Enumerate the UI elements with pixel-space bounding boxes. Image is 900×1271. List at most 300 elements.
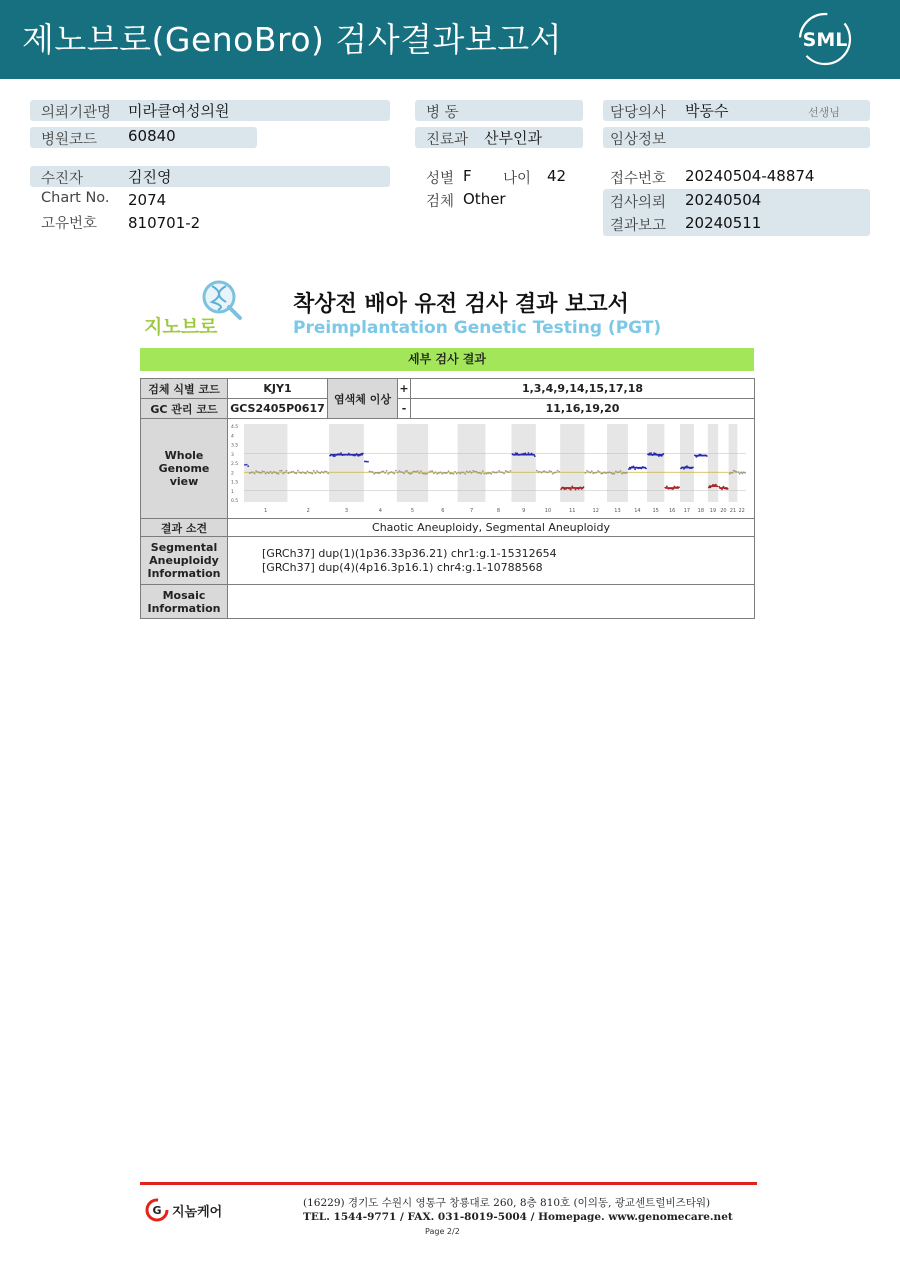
- cnv-point: [321, 471, 323, 473]
- cnv-point: [506, 470, 508, 472]
- patient-label: 수진자: [41, 171, 84, 187]
- cnv-point: [370, 470, 372, 472]
- cnv-point: [252, 471, 254, 473]
- age-label: 나이: [503, 171, 532, 187]
- cnv-point: [440, 471, 442, 473]
- cnv-point: [602, 472, 604, 474]
- receipt-value: 20240504-48874: [685, 167, 815, 185]
- cnv-point: [666, 485, 668, 487]
- document-title: 제노브로(GenoBro) 검사결과보고서: [22, 20, 563, 59]
- cnv-point: [599, 471, 601, 473]
- cnv-point: [276, 472, 278, 474]
- cnv-point: [420, 470, 422, 472]
- x-tick-label: 18: [697, 507, 705, 514]
- cnv-point: [247, 465, 249, 467]
- loss-list: 11,16,19,20: [411, 399, 755, 419]
- cnv-point: [482, 470, 484, 472]
- doctor-label: 담당의사: [610, 105, 667, 121]
- cnv-point: [282, 472, 284, 474]
- cnv-point: [270, 470, 272, 472]
- cnv-point: [604, 471, 606, 473]
- x-tick-label: 8: [496, 507, 501, 514]
- cnv-point: [744, 471, 746, 473]
- cnv-point: [310, 471, 312, 473]
- y-tick-label: 0.5: [231, 498, 239, 504]
- cnv-point: [409, 472, 411, 474]
- cnv-point: [600, 472, 602, 474]
- segmental-line-2: [GRCh37] dup(4)(4p16.3p16.1) chr4:g.1-10788568: [262, 560, 543, 574]
- cnv-point: [592, 472, 594, 474]
- cnv-point: [438, 472, 440, 474]
- cnv-point: [731, 471, 733, 473]
- chart-no-label: Chart No.: [41, 190, 110, 206]
- cnv-point: [471, 471, 473, 473]
- chromosome-band: [647, 424, 664, 502]
- cnv-point: [425, 472, 427, 474]
- cnv-point: [653, 452, 655, 454]
- cnv-point: [541, 471, 543, 473]
- cnv-point: [281, 469, 283, 471]
- cnv-point: [456, 472, 458, 474]
- cnv-point: [403, 472, 405, 474]
- cnv-point: [605, 472, 607, 474]
- cnv-point: [474, 470, 476, 472]
- y-tick-label: 1: [231, 489, 234, 495]
- cnv-point: [443, 471, 445, 473]
- cnv-point: [408, 472, 410, 474]
- cnv-point: [433, 472, 435, 474]
- cnv-point: [510, 469, 512, 471]
- cnv-point: [389, 471, 391, 473]
- sml-logo: [798, 12, 852, 66]
- cnv-point: [466, 470, 468, 472]
- cnv-point: [469, 470, 471, 472]
- cnv-point: [495, 471, 497, 473]
- cnv-point: [444, 472, 446, 474]
- specimen-value: Other: [463, 190, 506, 208]
- y-tick-label: 3.5: [231, 443, 239, 448]
- x-tick-label: 6: [441, 507, 445, 514]
- cnv-point: [278, 472, 280, 474]
- mosaic-label: Mosaic Information: [141, 585, 228, 619]
- cnv-point: [255, 470, 257, 472]
- cnv-point: [489, 472, 491, 474]
- segmental-info: [228, 537, 755, 585]
- receipt-label: 접수번호: [610, 171, 667, 187]
- cnv-point: [268, 472, 270, 474]
- cnv-point: [279, 469, 281, 471]
- cnv-point: [609, 471, 611, 473]
- cnv-point: [316, 470, 318, 472]
- cnv-point: [453, 473, 455, 475]
- patient-row-bg: [30, 166, 390, 187]
- cnv-point: [378, 472, 380, 474]
- cnv-point: [327, 472, 329, 474]
- unique-id-value: 810701-2: [128, 214, 201, 232]
- whole-genome-view-label: Whole Genome view: [141, 419, 228, 519]
- cnv-point: [273, 471, 275, 473]
- chromosome-band: [680, 424, 694, 502]
- segmental-label: Segmental Aneuploidy Information: [141, 537, 228, 585]
- report-date-value: 20240511: [685, 214, 762, 232]
- chromosome-band: [560, 424, 584, 502]
- cnv-point: [503, 472, 505, 474]
- cnv-point: [423, 472, 425, 474]
- cnv-point: [544, 470, 546, 472]
- report-title-ko: 착상전 배아 유전 검사 결과 보고서: [293, 292, 629, 317]
- y-tick-label: 2.5: [231, 461, 239, 467]
- cnv-point: [286, 469, 288, 471]
- x-tick-label: 19: [709, 507, 717, 514]
- unique-id-label: 고유번호: [41, 216, 98, 232]
- cnv-point: [594, 471, 596, 473]
- report-date-label: 결과보고: [610, 218, 667, 234]
- genomecare-logo-icon: [145, 1198, 171, 1222]
- cnv-point: [634, 468, 636, 470]
- cnv-point: [412, 470, 414, 472]
- x-tick-label: 12: [592, 507, 599, 514]
- cnv-point: [446, 472, 448, 474]
- cnv-point: [618, 471, 620, 473]
- cnv-point: [739, 472, 741, 474]
- doctor-value: 박동수: [685, 102, 729, 120]
- cnv-point: [454, 470, 456, 472]
- y-tick-label: 4.5: [231, 424, 239, 430]
- chart-no-value: 2074: [128, 191, 167, 209]
- y-tick-label: 4: [231, 433, 234, 439]
- cnv-point: [426, 472, 428, 474]
- cnv-point: [398, 470, 400, 472]
- cnv-point: [436, 472, 438, 474]
- cnv-point: [435, 471, 437, 473]
- cnv-point: [484, 472, 486, 474]
- request-date-value: 20240504: [685, 191, 762, 209]
- age-value: 42: [547, 167, 567, 185]
- cnv-point: [295, 472, 297, 474]
- chromosome-band: [244, 424, 287, 502]
- cnv-point: [302, 471, 304, 473]
- x-tick-label: 3: [344, 507, 349, 514]
- chromosome-band: [512, 424, 536, 502]
- sex-label: 성별: [426, 171, 455, 187]
- cnv-point: [502, 471, 504, 473]
- request-date-label: 검사의뢰: [610, 195, 667, 211]
- x-tick-label: 20: [720, 507, 727, 514]
- cnv-point: [477, 472, 479, 474]
- cnv-point: [549, 470, 551, 472]
- cnv-point: [297, 469, 299, 471]
- cnv-point: [397, 471, 399, 473]
- cnv-point: [624, 472, 626, 474]
- cnv-point: [536, 469, 538, 471]
- cnv-point: [386, 469, 388, 471]
- cnv-point: [570, 488, 572, 490]
- cnv-point: [555, 471, 557, 473]
- cnv-point: [419, 472, 421, 474]
- chromosome-band: [329, 424, 364, 502]
- cnv-point: [334, 455, 336, 457]
- cnv-point: [366, 460, 368, 462]
- clinical-label: 임상정보: [610, 132, 667, 148]
- cnv-point: [472, 469, 474, 471]
- cnv-point: [597, 470, 599, 472]
- cnv-point: [405, 470, 407, 472]
- cnv-point: [737, 471, 739, 473]
- cnv-point: [260, 472, 262, 474]
- cnv-point: [464, 472, 466, 474]
- cnv-point: [538, 471, 540, 473]
- svg-text:G: G: [152, 1204, 162, 1217]
- cnv-point: [586, 469, 588, 471]
- institution-value: 미라클여성의원: [128, 102, 230, 120]
- chromosome-band: [708, 424, 718, 502]
- x-tick-label: 7: [469, 507, 474, 514]
- cnv-point: [289, 471, 291, 473]
- cnv-point: [575, 488, 577, 490]
- cnv-point: [417, 470, 419, 472]
- cnv-point: [557, 469, 559, 471]
- cnv-point: [265, 472, 267, 474]
- y-tick-label: 3: [231, 452, 234, 458]
- cnv-point: [384, 472, 386, 474]
- cnv-point: [463, 471, 465, 473]
- cnv-point: [615, 470, 617, 472]
- gain-list: 1,3,4,9,14,15,17,18: [411, 379, 755, 399]
- cnv-point: [315, 472, 317, 474]
- cnv-point: [411, 472, 413, 474]
- cnv-point: [650, 452, 652, 454]
- gc-code-label: GC 관리 코드: [141, 399, 228, 419]
- cnv-point: [250, 471, 252, 473]
- report-title-en: Preimplantation Genetic Testing (PGT): [293, 318, 662, 338]
- chromosome-band: [729, 424, 738, 502]
- cnv-point: [498, 469, 500, 471]
- cnv-point: [372, 471, 374, 473]
- mosaic-value: [228, 585, 755, 619]
- cnv-point: [244, 463, 246, 465]
- cnv-point: [591, 470, 593, 472]
- genobro-brand-text: [144, 312, 217, 339]
- cnv-point: [487, 472, 489, 474]
- abnormal-label: 염색체 이상: [328, 379, 398, 419]
- finding-value: Chaotic Aneuploidy, Segmental Aneuploidy: [228, 519, 755, 537]
- patient-value: 김진영: [128, 168, 172, 186]
- chromosome-band: [607, 424, 628, 502]
- x-tick-label: 2: [306, 507, 310, 514]
- cnv-point: [620, 470, 622, 472]
- cnv-point: [271, 472, 273, 474]
- cnv-point: [626, 471, 628, 473]
- cnv-point: [375, 471, 377, 473]
- cnv-point: [414, 470, 416, 472]
- cnv-point: [326, 470, 328, 472]
- x-tick-label: 13: [614, 507, 621, 514]
- finding-label: 결과 소견: [141, 519, 228, 537]
- x-tick-label: 11: [569, 507, 576, 514]
- cnv-point: [430, 470, 432, 472]
- footer-contact: TEL. 1544-9771 / FAX. 031-8019-5004 / Homepage. www.genomecare.net: [303, 1211, 733, 1223]
- y-tick-label: 1.5: [231, 480, 239, 485]
- cnv-point: [441, 472, 443, 474]
- x-tick-label: 9: [522, 507, 526, 514]
- cnv-point: [406, 470, 408, 472]
- cnv-point: [542, 470, 544, 472]
- specimen-label: 검체: [426, 194, 455, 210]
- cnv-point: [610, 471, 612, 473]
- cnv-point: [369, 470, 371, 472]
- cnv-point: [246, 463, 248, 465]
- cnv-point: [387, 472, 389, 474]
- cnv-point: [550, 470, 552, 472]
- cnv-point: [607, 471, 609, 473]
- cnv-point: [364, 460, 366, 462]
- chromosome-band: [458, 424, 486, 502]
- cnv-point: [322, 471, 324, 473]
- cnv-point: [292, 470, 294, 472]
- cnv-point: [311, 472, 313, 474]
- page-number: Page 2/2: [425, 1227, 460, 1236]
- cnv-point: [617, 471, 619, 473]
- x-tick-label: 22: [738, 507, 745, 514]
- cnv-point: [547, 471, 549, 473]
- cnv-point: [480, 472, 482, 474]
- cnv-point: [381, 470, 383, 472]
- cnv-point: [486, 472, 488, 474]
- cnv-point: [552, 472, 554, 474]
- cnv-point: [735, 470, 737, 472]
- cnv-point: [383, 470, 385, 472]
- cnv-point: [571, 485, 573, 487]
- cnv-point: [515, 452, 517, 454]
- x-tick-label: 15: [652, 507, 659, 514]
- cnv-point: [254, 472, 256, 474]
- y-tick-label: 2: [231, 470, 234, 476]
- x-tick-label: 14: [634, 507, 641, 514]
- cnv-point: [308, 471, 310, 473]
- cnv-point: [262, 470, 264, 472]
- cnv-point: [589, 471, 591, 473]
- footer-address-block: [303, 1196, 733, 1224]
- x-tick-label: 17: [683, 507, 691, 514]
- cnv-point: [539, 470, 541, 472]
- cnv-point: [553, 471, 555, 473]
- cnv-point: [319, 472, 321, 474]
- cnv-point: [367, 460, 369, 462]
- sex-value: F: [463, 167, 472, 185]
- cnv-point: [448, 470, 450, 472]
- x-tick-label: 16: [668, 507, 676, 514]
- cnv-point: [324, 470, 326, 472]
- company-name: 지놈케어: [172, 1205, 223, 1220]
- cnv-point: [588, 471, 590, 473]
- gc-code-value: GCS2405P0617: [228, 399, 328, 419]
- doctor-suffix: 선생님: [808, 106, 840, 119]
- cnv-point: [379, 471, 381, 473]
- footer-divider: [140, 1182, 757, 1185]
- cnv-point: [400, 471, 402, 473]
- cnv-point: [613, 472, 615, 474]
- whole-genome-plot: [228, 420, 752, 518]
- sample-code-label: 검체 식별 코드: [141, 379, 228, 399]
- x-tick-label: 1: [264, 507, 268, 514]
- cnv-point: [340, 452, 342, 454]
- cnv-point: [451, 472, 453, 474]
- cnv-point: [402, 471, 404, 473]
- cnv-point: [628, 468, 630, 470]
- cnv-point: [612, 472, 614, 474]
- cnv-point: [299, 471, 301, 473]
- cnv-point: [300, 472, 302, 474]
- x-tick-label: 10: [544, 507, 552, 514]
- hospital-code-value: 60840: [128, 127, 176, 145]
- chromosome-band: [397, 424, 428, 502]
- loss-sign: -: [398, 399, 411, 419]
- cnv-point: [390, 471, 392, 473]
- cnv-point: [257, 471, 259, 473]
- cnv-point: [528, 452, 530, 454]
- cnv-point: [479, 471, 481, 473]
- cnv-point: [508, 471, 510, 473]
- cnv-point: [318, 471, 320, 473]
- cnv-point: [467, 471, 469, 473]
- x-tick-label: 4: [378, 507, 382, 514]
- cnv-point: [395, 469, 397, 471]
- institution-label: 의뢰기관명: [41, 105, 112, 121]
- cnv-point: [494, 471, 496, 473]
- cnv-point: [274, 471, 276, 473]
- hospital-code-label: 병원코드: [41, 132, 98, 148]
- result-table: [140, 378, 755, 619]
- cnv-point: [415, 470, 417, 472]
- ward-label: 병 동: [426, 105, 459, 121]
- cnv-point: [500, 471, 502, 473]
- x-tick-label: 5: [410, 507, 415, 514]
- segmental-line-1: [GRCh37] dup(1)(1p36.33p36.21) chr1:g.1-15312654: [262, 546, 557, 560]
- cnv-point: [428, 471, 430, 473]
- section-header: 세부 검사 결과: [140, 348, 754, 371]
- cnv-point: [686, 465, 688, 467]
- cnv-point: [492, 471, 494, 473]
- cnv-point: [249, 472, 251, 474]
- cnv-point: [558, 470, 560, 472]
- cnv-point: [294, 472, 296, 474]
- genome-plot-cell: [228, 419, 755, 519]
- cnv-point: [459, 472, 461, 474]
- cnv-point: [505, 470, 507, 472]
- sample-code-value: KJY1: [228, 379, 328, 399]
- cnv-point: [475, 470, 477, 472]
- cnv-point: [376, 471, 378, 473]
- department-label: 진료과: [426, 132, 469, 148]
- sml-logo-text: SML: [802, 29, 848, 51]
- cnv-point: [623, 471, 625, 473]
- department-value: 산부인과: [484, 129, 542, 147]
- gain-sign: +: [398, 379, 411, 399]
- cnv-point: [422, 472, 424, 474]
- cnv-point: [392, 471, 394, 473]
- cnv-point: [303, 471, 305, 473]
- cnv-point: [461, 471, 463, 473]
- footer-address: (16229) 경기도 수원시 영통구 창룡대로 260, 8층 810호 (이의동, 광교센트럴비즈타워): [303, 1197, 711, 1209]
- cnv-point: [393, 472, 395, 474]
- cnv-point: [258, 471, 260, 473]
- cnv-point: [288, 472, 290, 474]
- cnv-point: [490, 472, 492, 474]
- cnv-point: [621, 472, 623, 474]
- cnv-point: [585, 471, 587, 473]
- cnv-point: [313, 469, 315, 471]
- cnv-point: [307, 470, 309, 472]
